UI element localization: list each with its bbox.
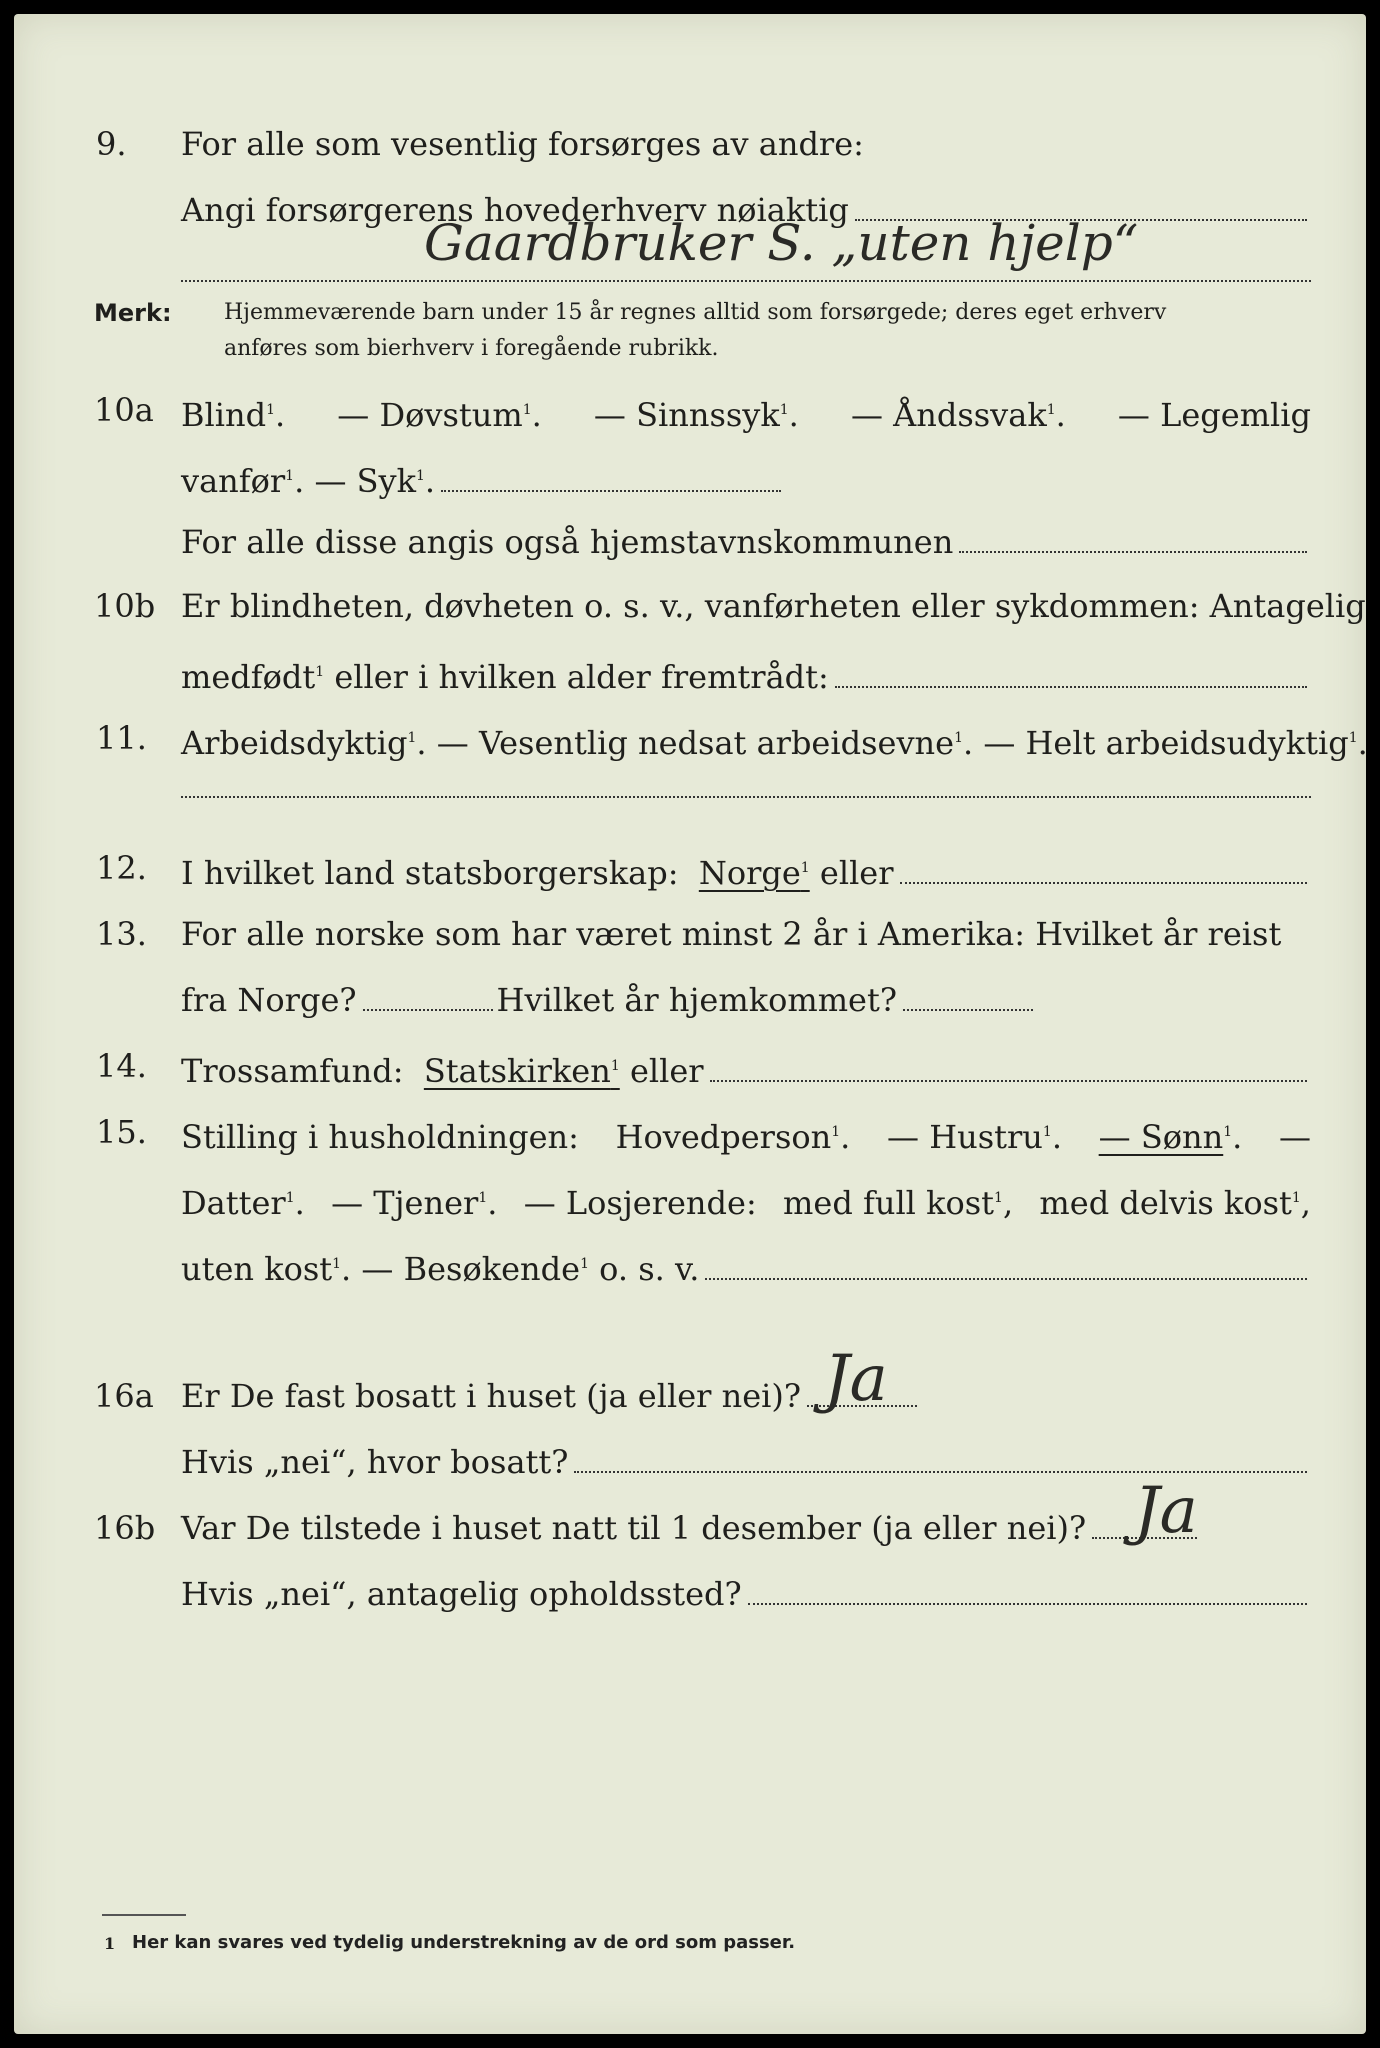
q14-text: Trossamfund: — [181, 1052, 404, 1090]
opt-delvis-kost: med delvis kost$^1$, — [1039, 1184, 1311, 1222]
q10b-number: 10b — [94, 587, 156, 625]
census-form-page: 9. For alle som vesentlig forsørges av andre: Angi forsørgerens hovederhverv nøiaktig Gaardbruker S. „uten hjelp“ Merk: Hjemmeværende barn under 15 år regnes alltid som forsørgede; deres eget erhverv anføres som bierhverv i foregående rubrikk. 10a Blind$^1$. — Døvstum$^1$. — Sinnssyk$^1$. — Åndssvak$^1$. — Legemlig vanfør$^1$. — Syk$^1$. For alle disse angis også hjemstavnskommunen 10b Er blindheten, døvheten o. s. v., vanførheten eller sykdommen: Antagelig medfødt$^1$ eller i hvilken alder fremtrådt: 11. Arbeidsdyktig$^1$. — Vesentlig nedsat arbeidsevne$^1$. — Helt arbeidsudyktig$^1$. 12. I hvilket land statsborgerskap: Norge$^1$ eller 13. For alle norske som har været minst 2 år i Amerika: Hvilket år reist fra Norge? Hvilket år hjemkommet? 14. Trossamfund: Statskirken$^1$ eller 15. Stilling i husholdningen: Hovedperson$^1$. — Hustru$^1$. — Sønn$^1$. — Datter$^1$. — Tjener$^1$. — Losjerende: med full kost$^1$, med delvis kost$^1$, uten kost$^1$. — Besøkende$^1$ o. s. v. 16a Er De fast bosatt i huset (ja eller nei)? Ja Hvis „nei“, hvor bosatt? 16b Var De tilstede i huset natt til 1 desember (ja eller nei)? Ja Hvis „nei“, antagelig opholdssted? 1 Her kan svares ved tydelig understrekning av de ord som passer. — [14, 14, 1366, 2034]
opt-hovedperson: Hovedperson$^1$. — [615, 1118, 851, 1156]
opt-hustru: — Hustru$^1$. — [887, 1118, 1062, 1156]
opt-norge: Norge$^1$ — [698, 854, 810, 892]
q9-line1: For alle som vesentlig forsørges av andre: — [181, 125, 864, 163]
q10b-line2: eller i hvilken alder fremtrådt: — [334, 658, 829, 696]
opt-arbeidsdyktig: Arbeidsdyktig$^1$. — [181, 724, 437, 762]
q13-reist: fra Norge? — [181, 981, 357, 1019]
q13-hjemkommet-fill[interactable] — [903, 1009, 1033, 1011]
q16a-number: 16a — [94, 1377, 154, 1415]
q10b-fill[interactable] — [835, 686, 1307, 688]
q15-label: Stilling i husholdningen: — [181, 1118, 579, 1156]
q12-text: I hvilket land statsborgerskap: — [181, 854, 679, 892]
q16b-number: 16b — [94, 1509, 156, 1547]
q13-reist-fill[interactable] — [363, 1009, 493, 1011]
merk-line1: Hjemmeværende barn under 15 år regnes alltid som forsørgede; deres eget erhverv — [224, 300, 1167, 325]
q15-number: 15. — [96, 1113, 147, 1151]
q13-number: 13. — [96, 915, 147, 953]
q10b-line1: Er blindheten, døvheten o. s. v., vanførheten eller sykdommen: Antagelig — [181, 587, 1366, 625]
q16a-bosatt-fill[interactable] — [574, 1471, 1307, 1473]
q14-eller: eller — [629, 1052, 704, 1090]
opt-besokende: — Besøkende$^1$ — [361, 1250, 589, 1288]
opt-nedsat: — Vesentlig nedsat arbeidsevne$^1$. — [436, 724, 984, 762]
footnote-mark: 1 — [104, 1934, 116, 1953]
merk-line2: anføres som bierhverv i foregående rubrikk. — [224, 336, 719, 361]
q16a-line2: Hvis „nei“, hvor bosatt? — [181, 1443, 569, 1481]
opt-tjener: — Tjener$^1$. — [331, 1184, 498, 1222]
q11-number: 11. — [96, 719, 147, 757]
footnote-text: Her kan svares ved tydelig understrekning av de ord som passer. — [132, 1932, 796, 1953]
q13-hjemkommet: Hvilket år hjemkommet? — [496, 981, 897, 1019]
opt-sinnssyk: — Sinnssyk$^1$. — [593, 396, 799, 434]
q9-number: 9. — [96, 125, 127, 163]
opt-blind: Blind$^1$. — [181, 396, 286, 434]
q12-eller: eller — [819, 854, 894, 892]
q11-answer-line[interactable] — [181, 796, 1311, 798]
q14-fill[interactable] — [710, 1080, 1307, 1082]
opt-sonn: — Sønn$^1$. — [1098, 1118, 1243, 1156]
opt-datter: Datter$^1$. — [181, 1184, 305, 1222]
q10a-syk-fill[interactable] — [441, 490, 781, 492]
opt-andssvak: — Åndssvak$^1$. — [850, 396, 1066, 434]
q16a-answer: Ja — [824, 1342, 888, 1416]
opt-dovstum: — Døvstum$^1$. — [337, 396, 542, 434]
opt-full-kost: med full kost$^1$, — [783, 1184, 1014, 1222]
q16b-opholdssted-fill[interactable] — [748, 1603, 1307, 1605]
opt-legemlig: — Legemlig — [1117, 396, 1311, 434]
opt-udyktig: — Helt arbeidsudyktig$^1$. — [983, 724, 1368, 762]
q15-fill[interactable] — [705, 1278, 1307, 1280]
q15-osv: o. s. v. — [599, 1250, 700, 1288]
q15-losjerende: — Losjerende: — [523, 1184, 757, 1222]
q9-answer-line[interactable] — [181, 280, 1311, 282]
opt-vanfor: vanfør$^1$. — [181, 462, 315, 500]
merk-label: Merk: — [94, 299, 172, 327]
opt-uten-kost: uten kost$^1$. — [181, 1250, 362, 1288]
q9-handwritten-answer: Gaardbruker S. „uten hjelp“ — [424, 214, 1139, 272]
q10a-kommune-fill[interactable] — [959, 551, 1307, 553]
opt-medfodt: medfødt$^1$ — [181, 658, 325, 696]
q16b-answer: Ja — [1134, 1474, 1198, 1548]
q16b-line1: Var De tilstede i huset natt til 1 desember (ja eller nei)? — [181, 1509, 1087, 1547]
q10a-number: 10a — [94, 391, 154, 429]
q16b-line2: Hvis „nei“, antagelig opholdssted? — [181, 1575, 742, 1613]
q16a-line1: Er De fast bosatt i huset (ja eller nei)? — [181, 1377, 802, 1415]
q14-number: 14. — [96, 1047, 147, 1085]
q10a-line3: For alle disse angis også hjemstavnskommunen — [181, 523, 954, 561]
opt-statskirken: Statskirken$^1$ — [423, 1052, 620, 1090]
q12-fill[interactable] — [900, 882, 1307, 884]
q9-row — [14, 114, 1366, 174]
opt-syk: — Syk$^1$. — [314, 462, 436, 500]
q9-line2: Angi forsørgerens hovederhverv nøiaktig — [181, 191, 849, 229]
footnote-rule — [102, 1914, 186, 1916]
q12-number: 12. — [96, 849, 147, 887]
q13-line1: For alle norske som har været minst 2 år i Amerika: Hvilket år reist — [181, 915, 1282, 953]
